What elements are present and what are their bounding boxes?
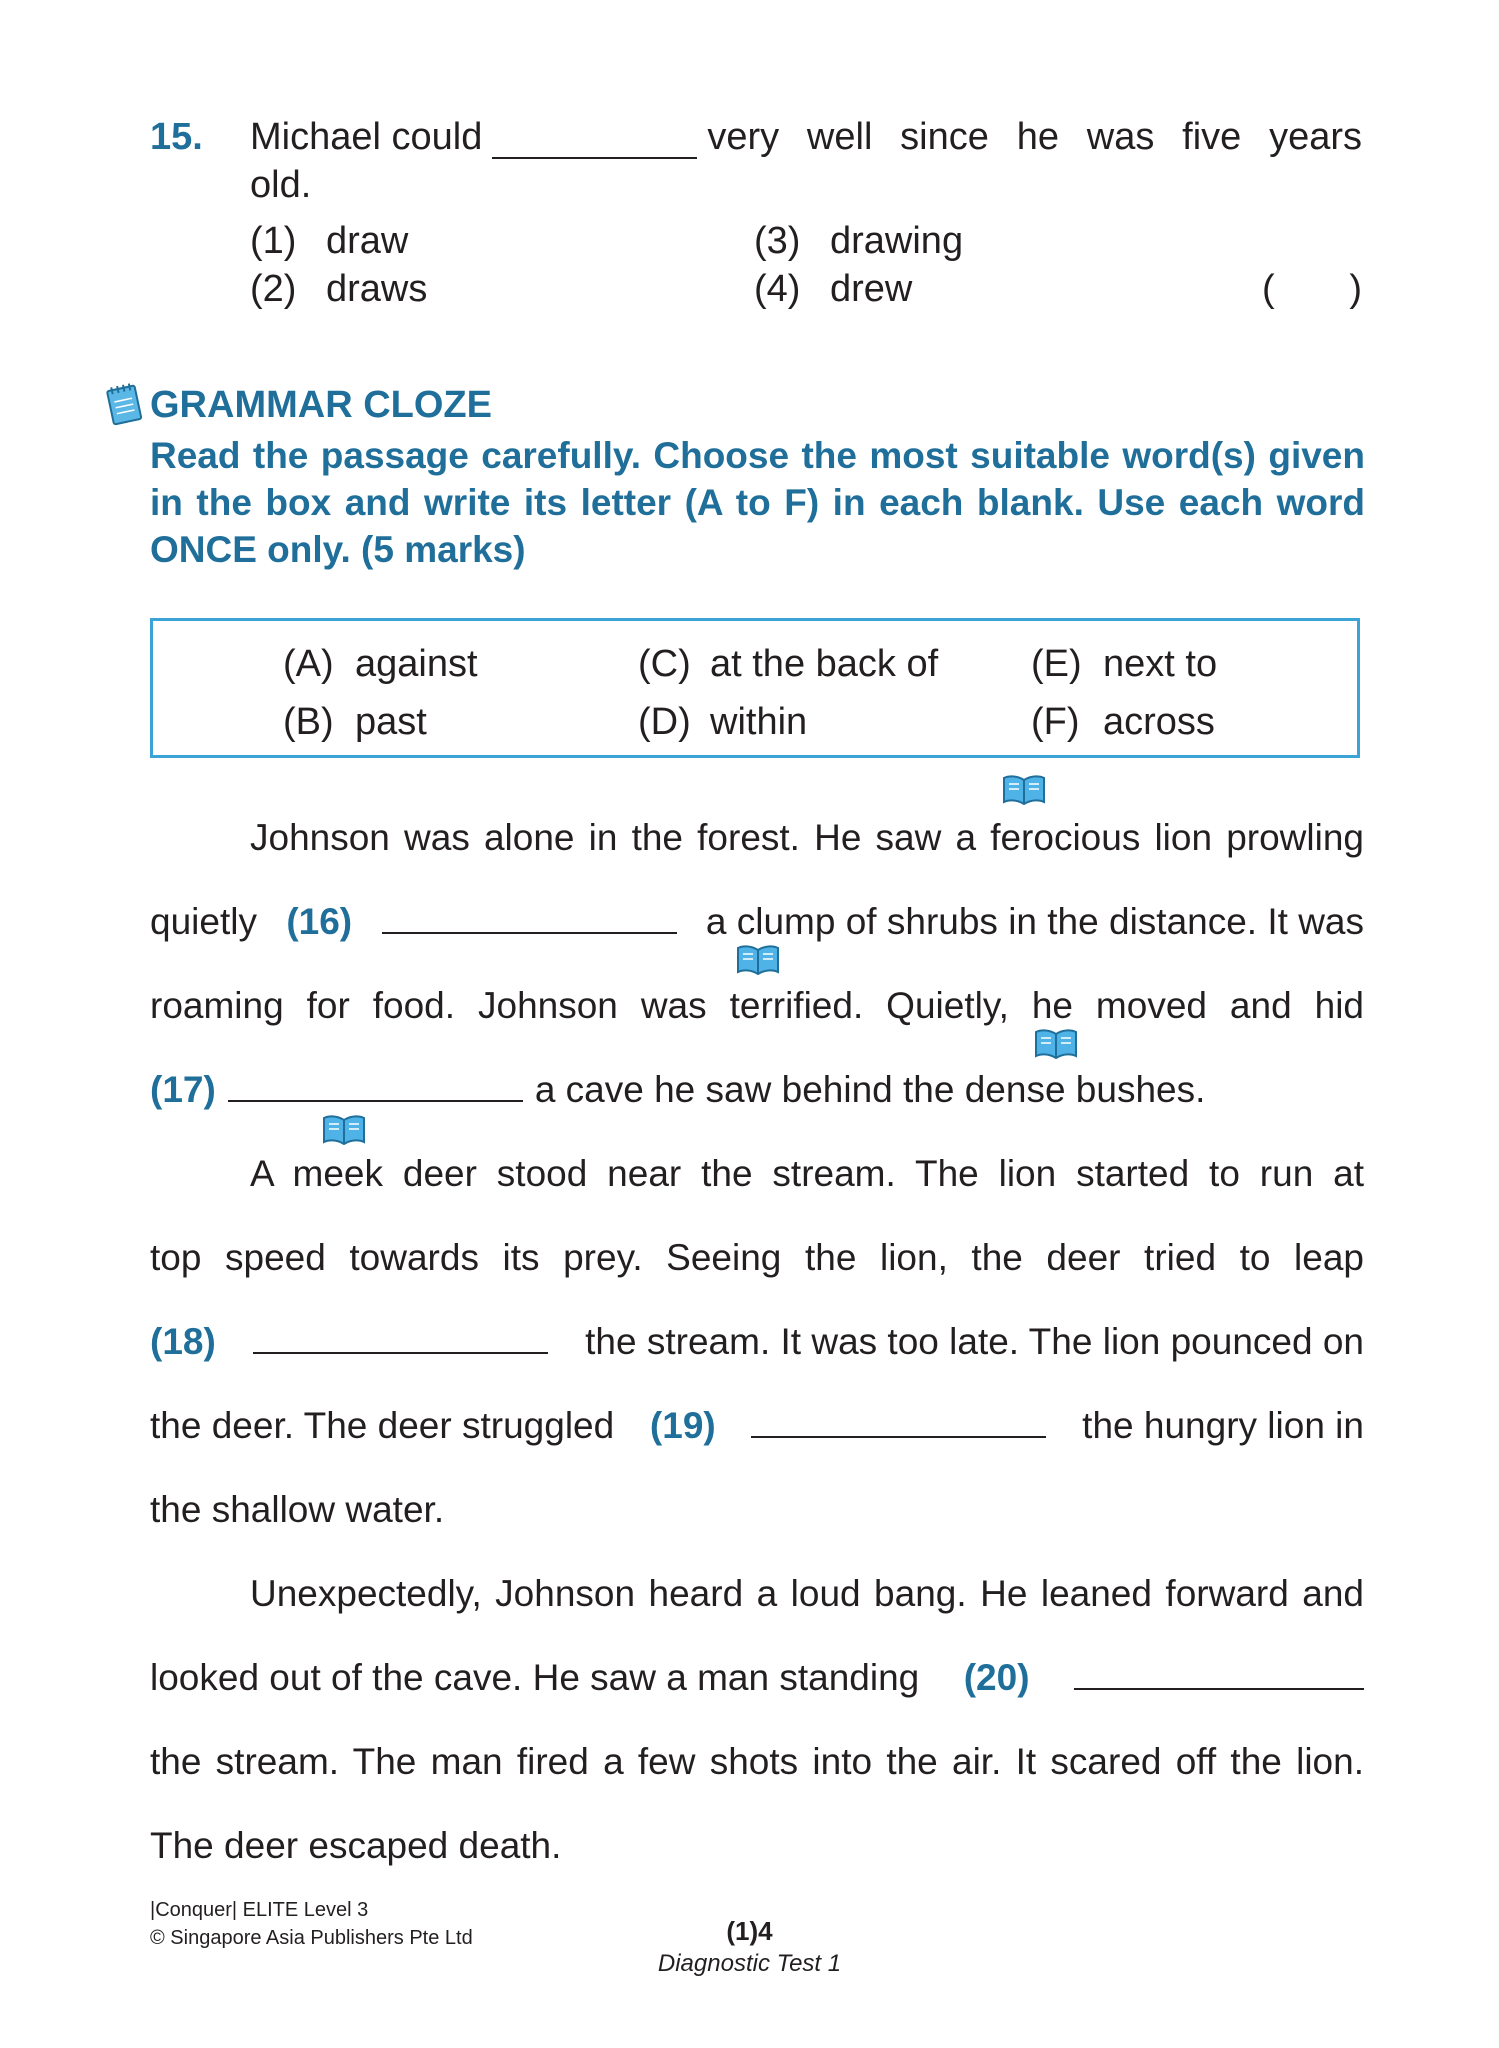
word-text: across — [1103, 701, 1215, 743]
option-number: (1) — [250, 220, 297, 262]
word-letter: (D) — [638, 701, 691, 743]
option-text: drawing — [830, 220, 964, 262]
passage-text: top speed towards its prey. Seeing the lion, the deer tried to leap — [150, 1237, 1364, 1278]
copyright-notice: © Singapore Asia Publishers Pte Ltd — [150, 1927, 473, 1949]
option-2[interactable] — [250, 268, 427, 311]
word-option-b — [283, 701, 427, 744]
series-name: |Conquer| ELITE Level 3 — [150, 1899, 369, 1921]
word-letter: (E) — [1031, 643, 1082, 685]
bracket-close: ) — [1349, 268, 1362, 310]
test-name: Diagnostic Test 1 — [657, 1950, 842, 1977]
notepad-icon — [104, 382, 144, 426]
word-letter: (A) — [283, 643, 334, 685]
option-1[interactable] — [250, 220, 408, 263]
passage-line — [150, 964, 1364, 1048]
word-letter: (B) — [283, 701, 334, 743]
option-4[interactable] — [754, 268, 912, 311]
answer-bracket[interactable] — [1262, 268, 1362, 311]
passage-line — [150, 1132, 1364, 1216]
passage-text: Johnson was alone in the forest. He saw a ferocious lion prowling — [250, 817, 1364, 858]
answer-blank-19[interactable] — [751, 1406, 1046, 1438]
option-number: (3) — [754, 220, 801, 262]
passage-text: a cave he saw behind the dense bushes. — [534, 1069, 1206, 1110]
passage-text: roaming for food. Johnson was terrified. Quietly, he moved and hid — [150, 985, 1364, 1026]
word-box — [150, 618, 1360, 758]
passage-text: A meek deer stood near the stream. The lion started to run at — [250, 1153, 1364, 1194]
word-option-f — [1031, 701, 1215, 744]
word-option-d — [638, 701, 807, 744]
bracket-open: ( — [1262, 268, 1275, 310]
passage-line — [150, 1468, 1364, 1552]
answer-blank-16[interactable] — [382, 902, 677, 934]
passage-line — [150, 1804, 1364, 1888]
passage-text: The deer escaped death. — [150, 1825, 562, 1866]
blank-number-18: (18) — [150, 1321, 216, 1362]
stem-continued: old. — [250, 164, 312, 206]
page-number: (1)4 — [726, 1916, 773, 1946]
passage-text: looked out of the cave. He saw a man standing — [150, 1657, 920, 1698]
passage-text: a clump of shrubs in the distance. It was — [705, 901, 1364, 942]
answer-blank-15[interactable] — [492, 121, 697, 159]
word-text: at the back of — [710, 643, 939, 685]
question-stem — [250, 116, 1362, 159]
word-text: against — [355, 643, 478, 685]
passage-line — [150, 1720, 1364, 1804]
blank-number-17: (17) — [150, 1069, 216, 1110]
answer-blank-18[interactable] — [253, 1322, 548, 1354]
cloze-passage — [150, 796, 1364, 1888]
passage-text: the stream. It was too late. The lion pounced on — [585, 1321, 1364, 1362]
passage-text: quietly — [150, 901, 257, 942]
passage-line — [150, 880, 1364, 964]
word-option-e — [1031, 643, 1217, 686]
option-text: drew — [830, 268, 913, 310]
passage-text: the stream. The man fired a few shots into the air. It scared off the lion. — [150, 1741, 1364, 1782]
passage-line — [150, 1552, 1364, 1636]
passage-line — [150, 1048, 1364, 1132]
answer-blank-17[interactable] — [228, 1070, 523, 1102]
passage-text: the hungry lion in — [1082, 1405, 1364, 1446]
passage-text: the shallow water. — [150, 1489, 445, 1530]
answer-blank-20[interactable] — [1074, 1658, 1364, 1690]
section-title: GRAMMAR CLOZE — [150, 384, 492, 426]
passage-line — [150, 1300, 1364, 1384]
word-text: past — [355, 701, 427, 743]
passage-line — [150, 1636, 1364, 1720]
blank-number-16: (16) — [286, 901, 353, 942]
question-number: 15. — [150, 116, 203, 158]
passage-line — [150, 1216, 1364, 1300]
word-text: within — [710, 701, 808, 743]
passage-text: the deer. The deer struggled — [150, 1405, 615, 1446]
blank-number-20: (20) — [963, 1657, 1030, 1698]
word-text: next to — [1103, 643, 1218, 685]
stem-end: very well since he was five years — [707, 116, 1362, 158]
option-text: draw — [326, 220, 409, 262]
word-letter: (C) — [638, 643, 691, 685]
option-number: (2) — [250, 268, 297, 310]
option-text: draws — [326, 268, 428, 310]
passage-line — [150, 1384, 1364, 1468]
blank-number-19: (19) — [649, 1405, 716, 1446]
option-number: (4) — [754, 268, 801, 310]
section-instructions: Read the passage carefully. Choose the most suitable word(s) given in the box and write its letter (A to F) in each blank. Use each word ONCE only. (5 marks) — [150, 435, 1365, 570]
word-option-c — [638, 643, 938, 686]
stem-start: Michael could — [250, 116, 483, 158]
option-3[interactable] — [754, 220, 963, 263]
word-option-a — [283, 643, 478, 686]
passage-text: Unexpectedly, Johnson heard a loud bang. He leaned forward and — [250, 1573, 1364, 1614]
word-letter: (F) — [1031, 701, 1080, 743]
passage-line — [150, 796, 1364, 880]
